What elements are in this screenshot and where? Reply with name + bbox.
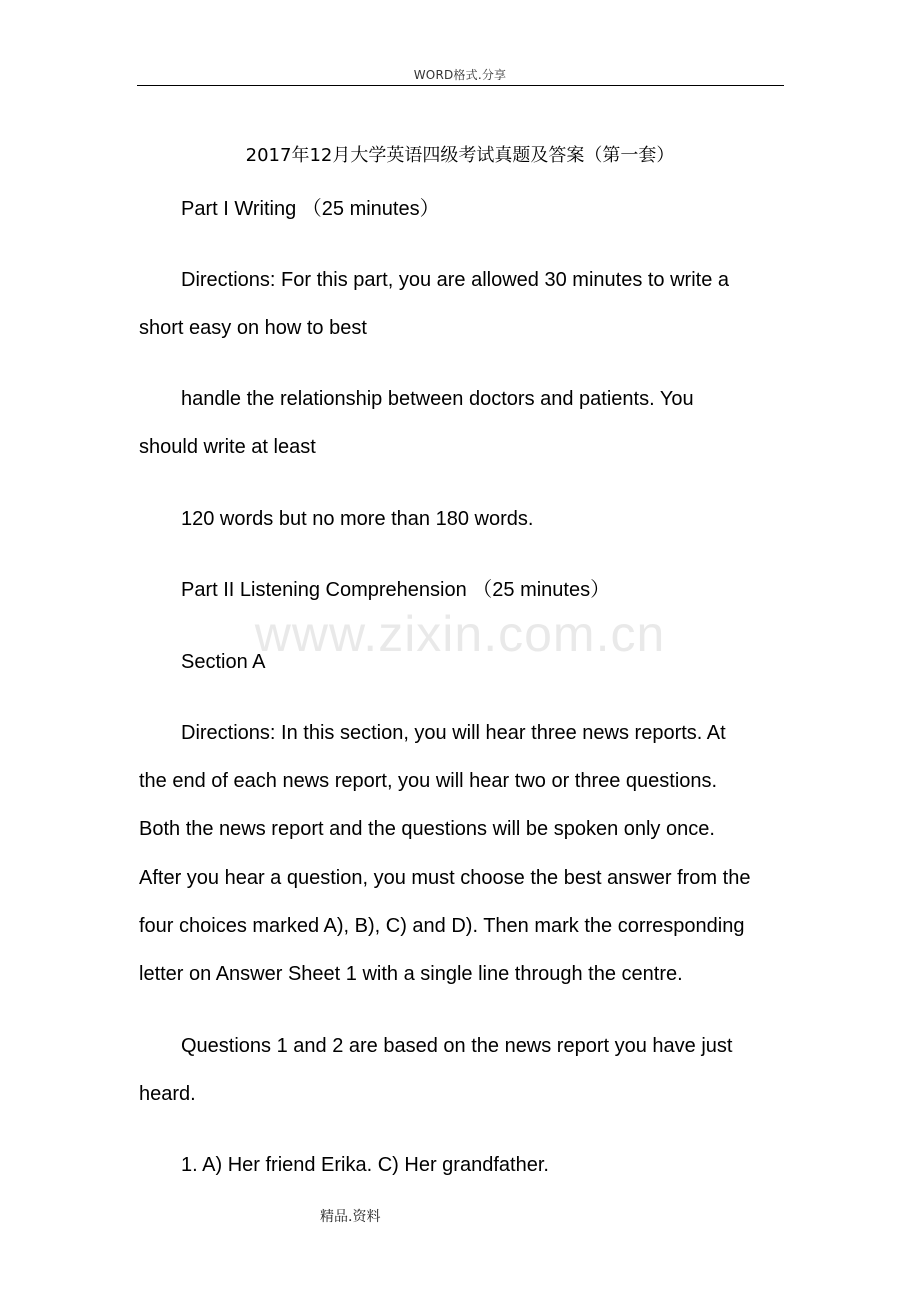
part-one-heading: Part I Writing （25 minutes） xyxy=(181,198,440,220)
section-a-heading: Section A xyxy=(181,651,266,673)
questions-intro-line: Questions 1 and 2 are based on the news report you have just xyxy=(181,1035,733,1057)
questions-intro-line: heard. xyxy=(139,1083,196,1105)
writing-directions-line: 120 words but no more than 180 words. xyxy=(181,508,534,530)
listening-directions-line: the end of each news report, you will hear two or three questions. xyxy=(139,770,718,792)
page-header: WORD格式.分享 xyxy=(413,68,507,82)
writing-directions-line: handle the relationship between doctors and patients. You xyxy=(181,388,694,410)
listening-directions-line: four choices marked A), B), C) and D). Then mark the corresponding xyxy=(139,915,745,937)
page-footer: 精品.资料 xyxy=(320,1209,381,1225)
watermark-text: www.zixin.com.cn xyxy=(254,606,666,662)
question-1-options: 1. A) Her friend Erika. C) Her grandfather. xyxy=(181,1154,549,1176)
listening-directions-line: After you hear a question, you must choose the best answer from the xyxy=(139,867,751,889)
listening-directions-line: Directions: In this section, you will hear three news reports. At xyxy=(181,722,726,744)
writing-directions-line: short easy on how to best xyxy=(139,317,367,339)
document-title: 2017年12月大学英语四级考试真题及答案（第一套） xyxy=(245,145,675,166)
writing-directions-line: Directions: For this part, you are allowed 30 minutes to write a xyxy=(181,269,730,291)
header-rule xyxy=(137,85,784,86)
writing-directions-line: should write at least xyxy=(139,436,316,458)
listening-directions-line: Both the news report and the questions will be spoken only once. xyxy=(139,818,715,840)
part-two-heading: Part II Listening Comprehension （25 minutes） xyxy=(181,579,611,601)
listening-directions-line: letter on Answer Sheet 1 with a single line through the centre. xyxy=(139,963,683,985)
